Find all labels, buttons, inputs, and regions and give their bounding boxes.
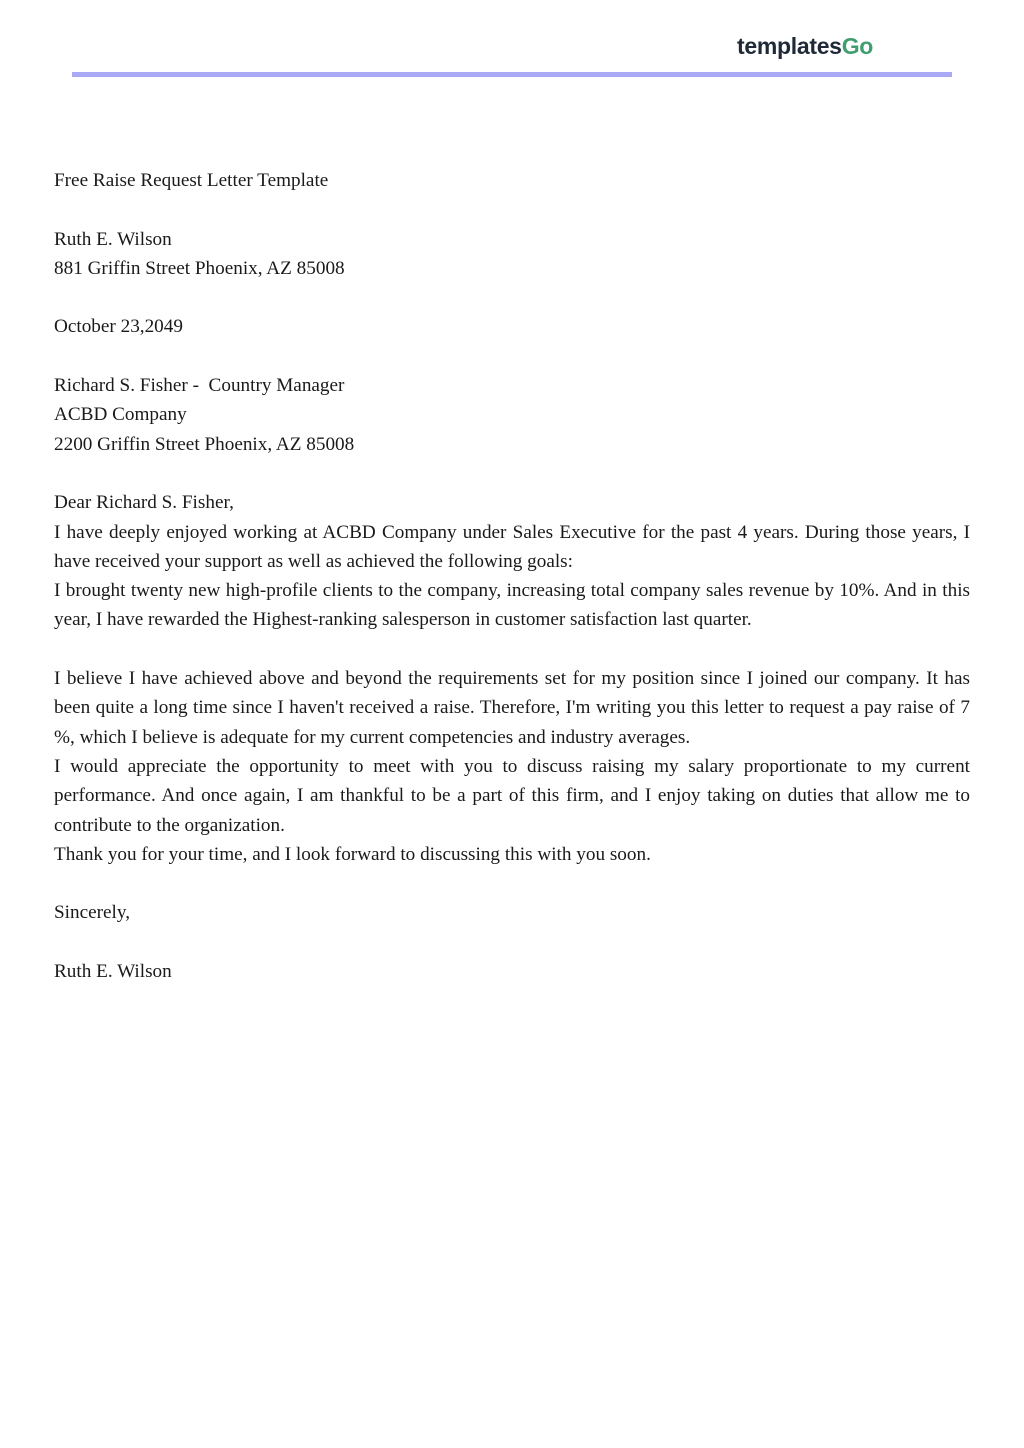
sender-name: Ruth E. Wilson bbox=[54, 228, 172, 250]
spacer bbox=[54, 342, 970, 371]
spacer bbox=[54, 195, 970, 224]
signature-name: Ruth E. Wilson bbox=[54, 961, 172, 983]
header-divider bbox=[72, 72, 952, 77]
letter-date: October 23,2049 bbox=[54, 316, 183, 338]
body-paragraph: Thank you for your time, and I look forward to discussing this with you soon. bbox=[54, 843, 651, 865]
body-paragraph: I brought twenty new high-profile clients to the company, increasing total company sales revenue by 10%. And in this year, I have rewarded the Highest-ranking salesperson in customer satisfaction last quarter. bbox=[54, 580, 970, 631]
recipient-company: ACBD Company bbox=[54, 404, 187, 426]
closing: Sincerely, bbox=[54, 902, 131, 924]
spacer bbox=[54, 283, 970, 312]
recipient-name-title: Richard S. Fisher - Country Manager bbox=[54, 375, 345, 397]
document-title: Free Raise Request Letter Template bbox=[54, 170, 329, 191]
salutation: Dear Richard S. Fisher, bbox=[54, 492, 234, 514]
body-paragraph: I would appreciate the opportunity to meet with you to discuss raising my salary proportionate to my current performance. And once again, I am thankful to be a part of this firm, and I enjoy taking on duties that allow me to contribute to the organization. bbox=[54, 755, 970, 836]
templatesgo-logo bbox=[737, 30, 873, 62]
recipient-address: 2200 Griffin Street Phoenix, AZ 85008 bbox=[54, 433, 355, 455]
body-paragraph: I have deeply enjoyed working at ACBD Company under Sales Executive for the past 4 years. During those years, I have received your support as well as achieved the following goals: bbox=[54, 521, 970, 572]
spacer bbox=[54, 635, 970, 664]
sender-address: 881 Griffin Street Phoenix, AZ 85008 bbox=[54, 257, 345, 279]
logo-text-main: templates bbox=[737, 33, 842, 59]
spacer bbox=[54, 928, 970, 957]
spacer bbox=[54, 869, 970, 898]
logo-text-accent: Go bbox=[841, 33, 874, 59]
letter-body bbox=[54, 166, 970, 986]
body-paragraph: I believe I have achieved above and beyond the requirements set for my position since I joined our company. It has been quite a long time since I haven't received a raise. Therefore, I'm writing you this letter to request a pay raise of 7 %, which I believe is adequate for my current competencies and industry averages. bbox=[54, 668, 970, 748]
spacer bbox=[54, 459, 970, 488]
